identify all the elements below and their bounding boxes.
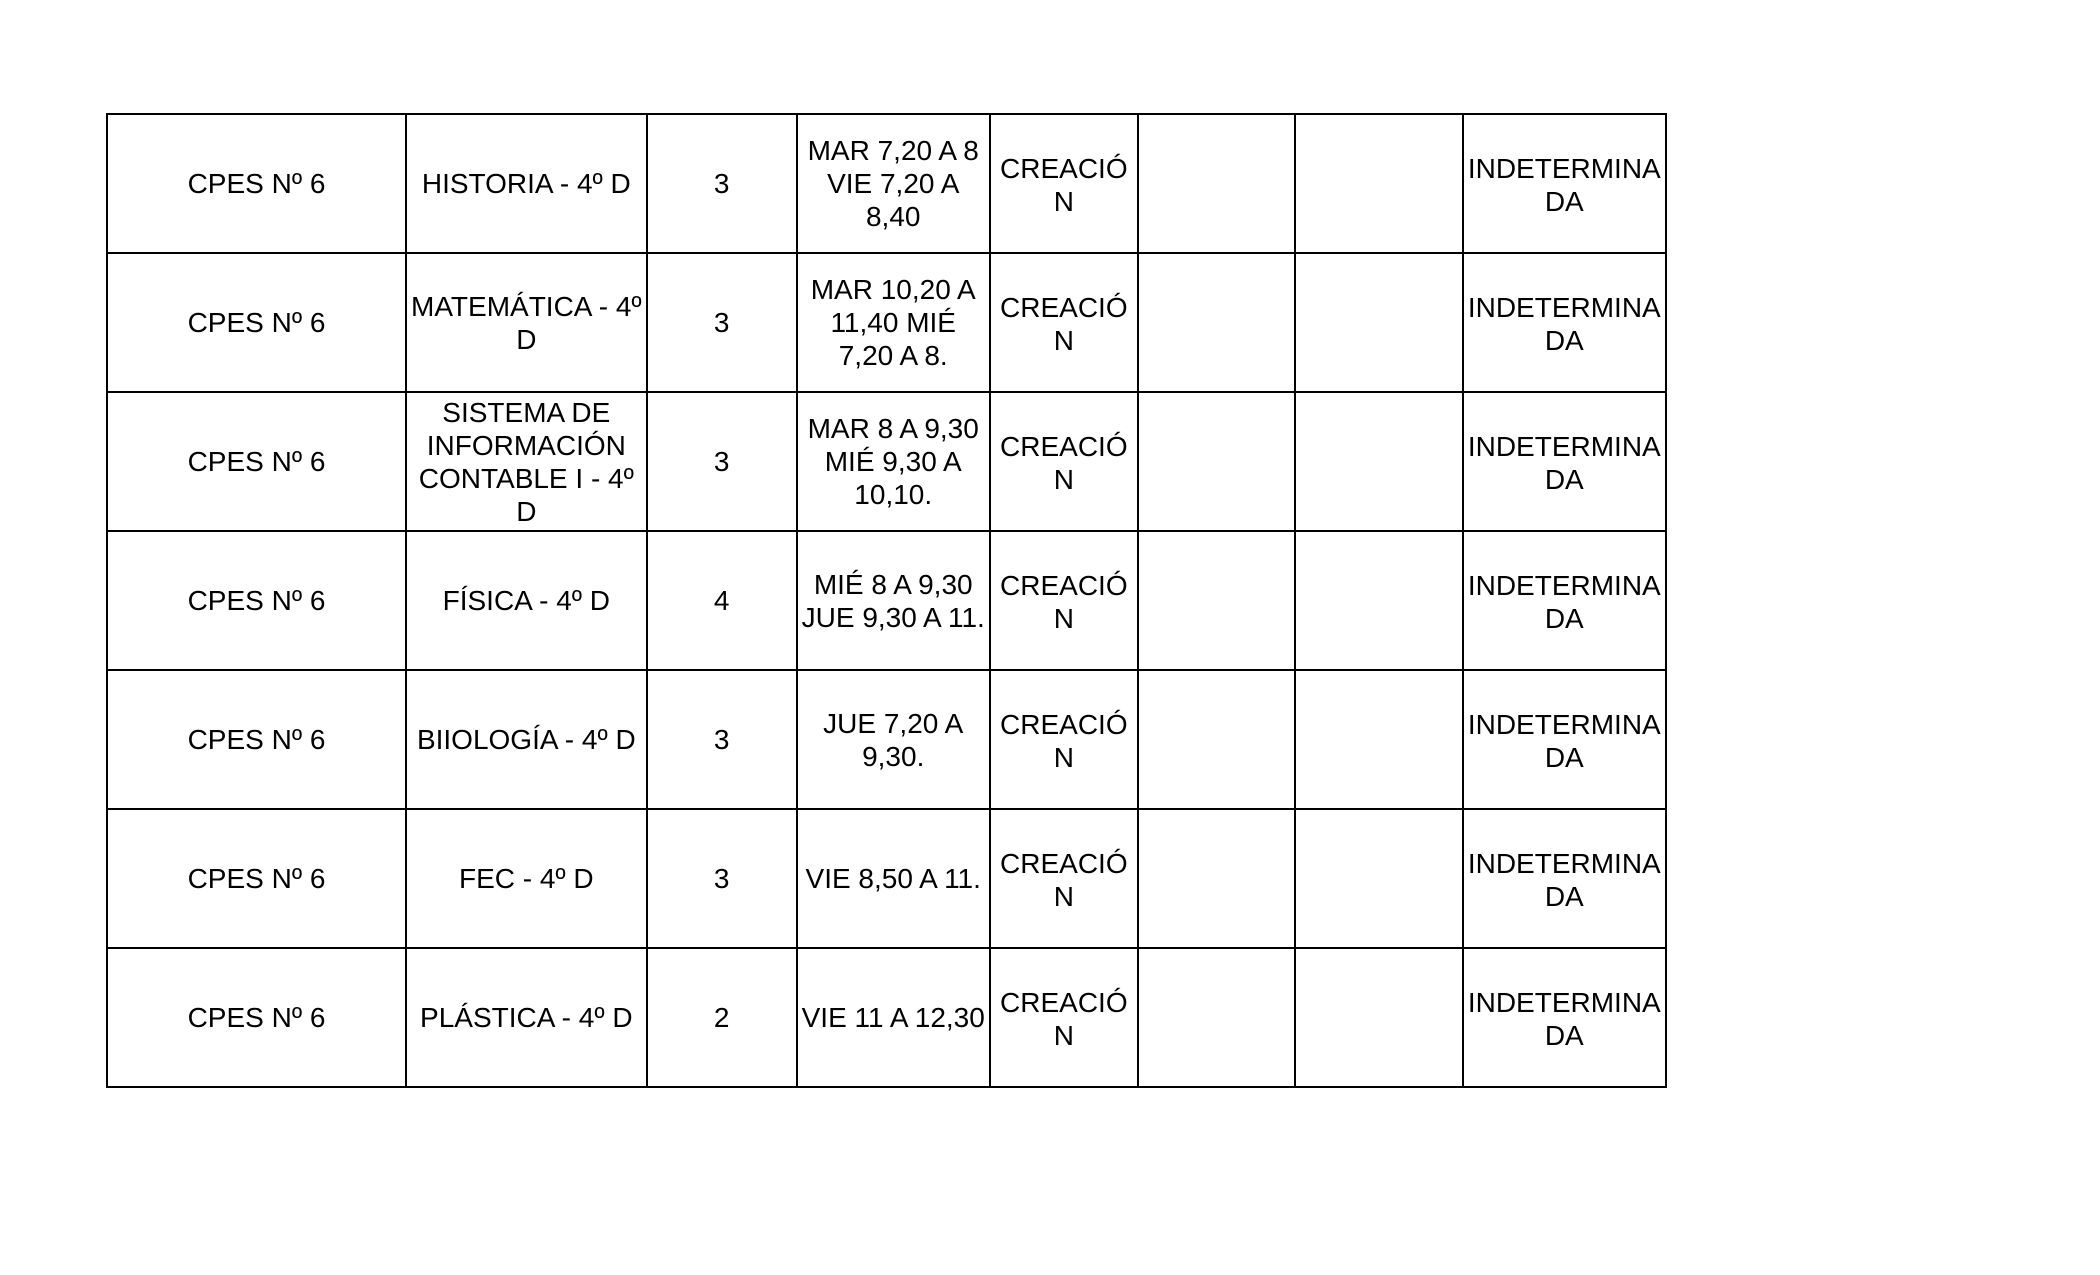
hours-cell: 3 bbox=[647, 114, 797, 253]
duration-cell bbox=[1463, 670, 1666, 809]
duration-cell bbox=[1463, 531, 1666, 670]
hours-cell: 2 bbox=[647, 948, 797, 1087]
cell-line: VIE 7,20 A bbox=[827, 168, 960, 199]
cell-line: INDETERMINA bbox=[1467, 292, 1661, 323]
schedule-cell bbox=[797, 114, 990, 253]
cell-line: HISTORIA - 4º D bbox=[421, 168, 631, 199]
schedule-text bbox=[802, 707, 985, 773]
schedule-text bbox=[802, 568, 985, 634]
cell-line: D bbox=[516, 495, 537, 527]
table-row bbox=[107, 531, 1666, 670]
subject-text bbox=[411, 1001, 642, 1034]
condition-text bbox=[995, 986, 1133, 1052]
subject-cell bbox=[406, 670, 647, 809]
cell-line: 10,10. bbox=[854, 479, 933, 510]
cell-line: INDETERMINA bbox=[1467, 431, 1661, 462]
cell-line: 8,40 bbox=[865, 201, 921, 232]
blank-cell bbox=[1295, 531, 1463, 670]
cell-line: MAR 10,20 A bbox=[810, 274, 976, 305]
hours-cell: 3 bbox=[647, 392, 797, 531]
cell-line: INDETERMINA bbox=[1467, 848, 1661, 879]
table-row bbox=[107, 670, 1666, 809]
condition-cell bbox=[990, 392, 1138, 531]
cell-line: DA bbox=[1544, 881, 1584, 912]
hours-cell: 3 bbox=[647, 253, 797, 392]
school-cell: CPES Nº 6 bbox=[107, 670, 406, 809]
condition-cell bbox=[990, 253, 1138, 392]
blank-cell bbox=[1295, 670, 1463, 809]
cell-line: MIÉ 8 A 9,30 bbox=[813, 568, 973, 600]
cell-line: DA bbox=[1544, 603, 1584, 634]
cell-line: MAR 8 A 9,30 bbox=[807, 413, 979, 444]
subject-cell bbox=[406, 948, 647, 1087]
condition-cell bbox=[990, 670, 1138, 809]
schedule-table bbox=[106, 113, 1667, 1088]
duration-text bbox=[1468, 708, 1661, 774]
duration-cell bbox=[1463, 948, 1666, 1087]
school-cell: CPES Nº 6 bbox=[107, 531, 406, 670]
cell-line: JUE 7,20 A bbox=[823, 707, 964, 739]
hours-cell: 3 bbox=[647, 809, 797, 948]
blank-cell bbox=[1295, 948, 1463, 1087]
blank-cell bbox=[1138, 392, 1295, 531]
cell-line: N bbox=[1053, 881, 1074, 912]
subject-text bbox=[411, 862, 642, 895]
subject-cell bbox=[406, 114, 647, 253]
school-cell: CPES Nº 6 bbox=[107, 114, 406, 253]
condition-text bbox=[995, 430, 1133, 496]
condition-text bbox=[995, 291, 1133, 357]
condition-text bbox=[995, 569, 1133, 635]
schedule-text bbox=[802, 862, 985, 895]
subject-cell bbox=[406, 253, 647, 392]
school-cell: CPES Nº 6 bbox=[107, 809, 406, 948]
schedule-cell bbox=[797, 253, 990, 392]
duration-cell bbox=[1463, 114, 1666, 253]
cell-line: INDETERMINA bbox=[1467, 709, 1661, 740]
cell-line: N bbox=[1053, 603, 1074, 634]
condition-text bbox=[995, 708, 1133, 774]
blank-cell bbox=[1138, 114, 1295, 253]
table-row bbox=[107, 114, 1666, 253]
cell-line: CREACIÓ bbox=[1000, 987, 1128, 1018]
blank-cell bbox=[1295, 253, 1463, 392]
blank-cell bbox=[1138, 253, 1295, 392]
table-row bbox=[107, 392, 1666, 531]
cell-line: FEC - 4º D bbox=[458, 863, 594, 894]
cell-line: MATEMÁTICA - 4º bbox=[411, 290, 642, 322]
table-row bbox=[107, 253, 1666, 392]
duration-cell bbox=[1463, 253, 1666, 392]
duration-text bbox=[1468, 291, 1661, 357]
duration-text bbox=[1468, 152, 1661, 218]
schedule-cell bbox=[797, 531, 990, 670]
schedule-cell bbox=[797, 809, 990, 948]
cell-line: CREACIÓ bbox=[1000, 292, 1128, 323]
blank-cell bbox=[1138, 670, 1295, 809]
cell-line: INDETERMINA bbox=[1467, 987, 1661, 1018]
cell-line: MIÉ 9,30 A bbox=[824, 446, 962, 477]
duration-text bbox=[1468, 847, 1661, 913]
duration-text bbox=[1468, 569, 1661, 635]
blank-cell bbox=[1295, 809, 1463, 948]
hours-cell: 3 bbox=[647, 670, 797, 809]
cell-line: BIIOLOGÍA - 4º D bbox=[416, 724, 636, 755]
subject-cell bbox=[406, 809, 647, 948]
table-row bbox=[107, 948, 1666, 1087]
cell-line: VIE 11 A 12,30 bbox=[801, 1002, 985, 1033]
hours-cell: 4 bbox=[647, 531, 797, 670]
blank-cell bbox=[1138, 948, 1295, 1087]
blank-cell bbox=[1138, 531, 1295, 670]
cell-line: DA bbox=[1544, 1020, 1584, 1051]
cell-line: CREACIÓ bbox=[1000, 570, 1128, 601]
duration-text bbox=[1468, 986, 1661, 1052]
cell-line: MAR 7,20 A 8 bbox=[807, 135, 979, 166]
subject-text bbox=[411, 396, 642, 528]
cell-line: DA bbox=[1544, 464, 1584, 495]
table-body bbox=[107, 114, 1666, 1087]
condition-cell bbox=[990, 531, 1138, 670]
schedule-text bbox=[802, 412, 985, 511]
duration-text bbox=[1468, 430, 1661, 496]
schedule-cell bbox=[797, 948, 990, 1087]
cell-line: INFORMACIÓN bbox=[426, 429, 626, 461]
cell-line: PLÁSTICA - 4º D bbox=[420, 1002, 633, 1033]
cell-line: N bbox=[1053, 464, 1074, 495]
condition-text bbox=[995, 847, 1133, 913]
schedule-cell bbox=[797, 670, 990, 809]
duration-cell bbox=[1463, 809, 1666, 948]
cell-line: CONTABLE I - 4º bbox=[418, 462, 634, 494]
condition-cell bbox=[990, 114, 1138, 253]
cell-line: JUE 9,30 A 11. bbox=[801, 601, 985, 633]
schedule-text bbox=[802, 134, 985, 233]
blank-cell bbox=[1295, 392, 1463, 531]
subject-cell bbox=[406, 392, 647, 531]
cell-line: VIE 8,50 A 11. bbox=[805, 863, 981, 894]
subject-text bbox=[411, 167, 642, 200]
cell-line: FÍSICA - 4º D bbox=[442, 585, 610, 616]
cell-line: N bbox=[1053, 742, 1074, 773]
cell-line: 11,40 MIÉ bbox=[830, 307, 956, 338]
cell-line: CREACIÓ bbox=[1000, 848, 1128, 879]
schedule-text bbox=[802, 273, 985, 372]
cell-line: DA bbox=[1544, 325, 1584, 356]
cell-line: 7,20 A 8. bbox=[838, 340, 948, 371]
subject-text bbox=[411, 723, 642, 756]
cell-line: D bbox=[516, 323, 537, 355]
cell-line: DA bbox=[1544, 742, 1584, 773]
cell-line: CREACIÓ bbox=[1000, 153, 1128, 184]
cell-line: CREACIÓ bbox=[1000, 709, 1128, 740]
school-cell: CPES Nº 6 bbox=[107, 392, 406, 531]
cell-line: INDETERMINA bbox=[1467, 153, 1661, 184]
blank-cell bbox=[1295, 114, 1463, 253]
blank-cell bbox=[1138, 809, 1295, 948]
condition-cell bbox=[990, 948, 1138, 1087]
condition-text bbox=[995, 152, 1133, 218]
table-row bbox=[107, 809, 1666, 948]
cell-line: SISTEMA DE bbox=[442, 396, 611, 428]
cell-line: 9,30. bbox=[862, 740, 925, 772]
cell-line: N bbox=[1053, 325, 1074, 356]
cell-line: N bbox=[1053, 1020, 1074, 1051]
condition-cell bbox=[990, 809, 1138, 948]
cell-line: DA bbox=[1544, 186, 1584, 217]
cell-line: N bbox=[1053, 186, 1074, 217]
subject-cell bbox=[406, 531, 647, 670]
school-cell: CPES Nº 6 bbox=[107, 253, 406, 392]
subject-text bbox=[411, 584, 642, 617]
school-cell: CPES Nº 6 bbox=[107, 948, 406, 1087]
subject-text bbox=[411, 290, 642, 356]
cell-line: CREACIÓ bbox=[1000, 431, 1128, 462]
schedule-text bbox=[802, 1001, 985, 1034]
schedule-cell bbox=[797, 392, 990, 531]
duration-cell bbox=[1463, 392, 1666, 531]
cell-line: INDETERMINA bbox=[1467, 570, 1661, 601]
